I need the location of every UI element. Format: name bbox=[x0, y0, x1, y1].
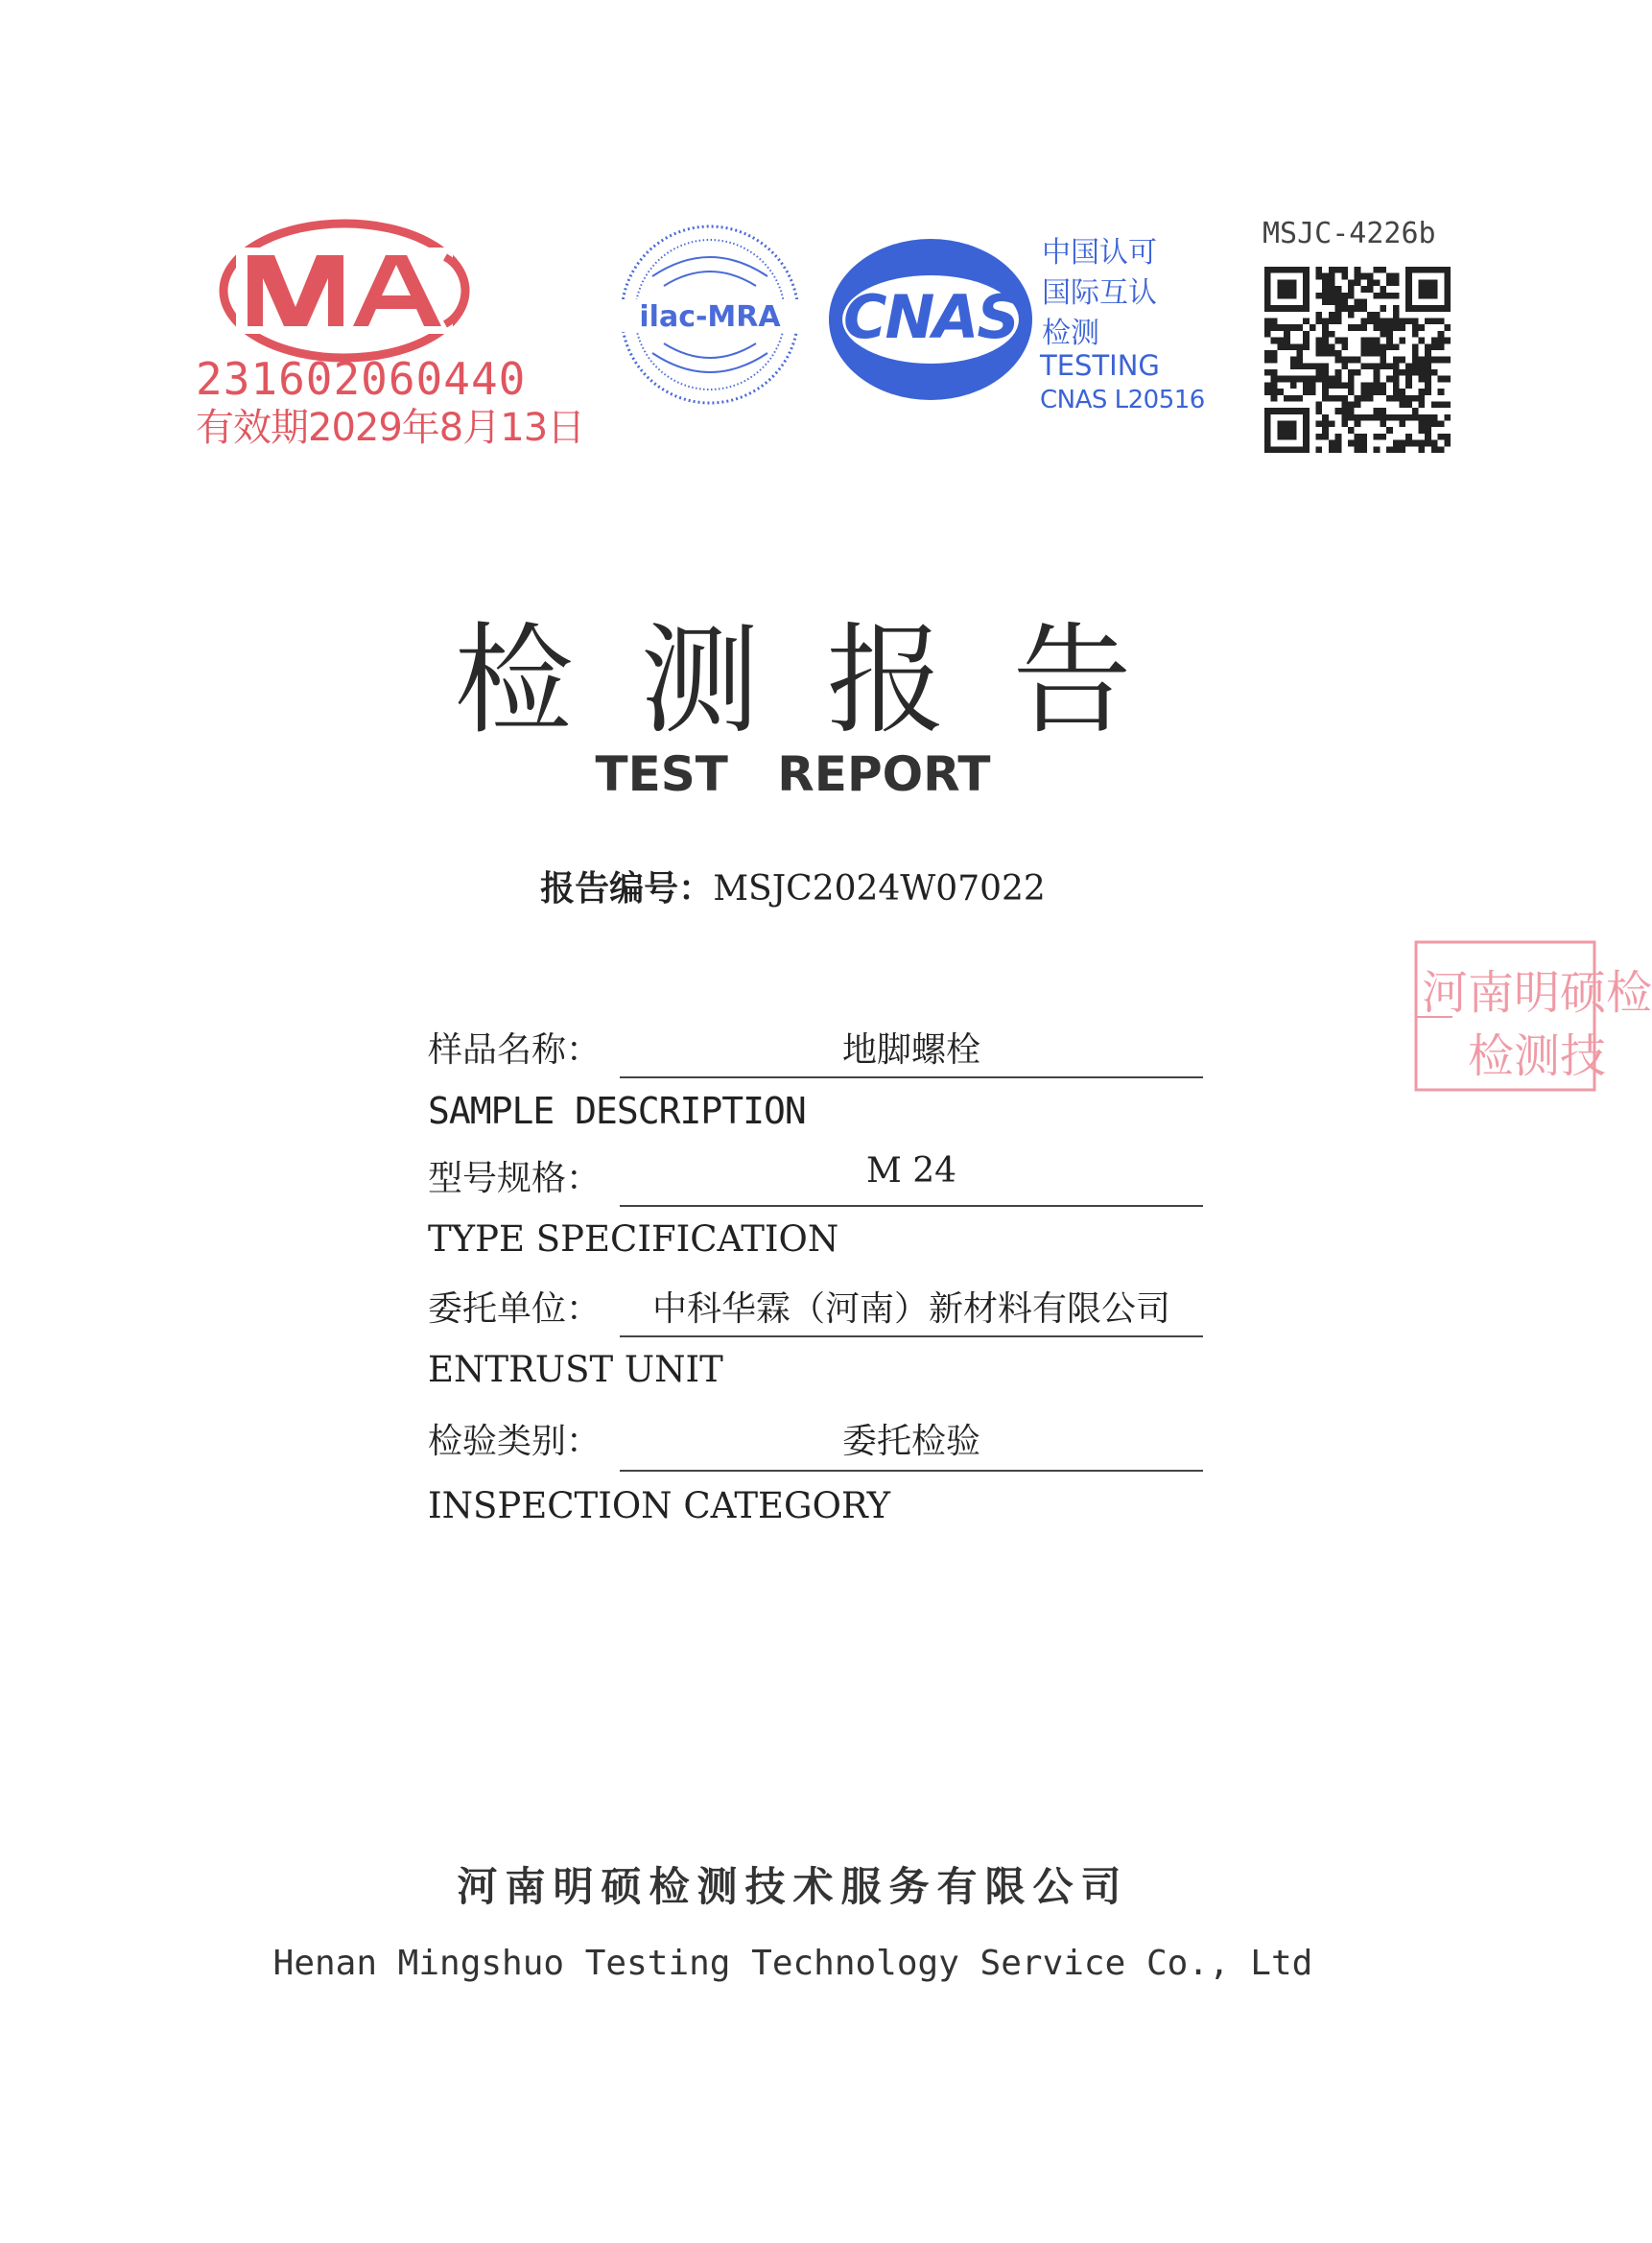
svg-text:CNAS: CNAS bbox=[842, 282, 1019, 352]
ilac-mra-logo bbox=[614, 219, 806, 411]
report-code-top: MSJC-4226b bbox=[1263, 217, 1436, 250]
type-spec-label-en: TYPE SPECIFICATION bbox=[428, 1218, 839, 1260]
svg-text:ilac-MRA: ilac-MRA bbox=[639, 300, 781, 334]
cnas-text-line-1: 中国认可 bbox=[1042, 236, 1157, 270]
report-title-en: TEST REPORT bbox=[595, 746, 991, 802]
type-spec-underline bbox=[620, 1205, 1203, 1207]
inspection-category-value: 委托检验 bbox=[841, 1422, 980, 1461]
sample-name-label: 样品名称： bbox=[428, 1030, 602, 1070]
ma-validity-date: 有效期2029年8月13日 bbox=[196, 406, 585, 450]
sample-description-label-en: SAMPLE DESCRIPTION bbox=[428, 1090, 806, 1132]
cnas-text-line-4: TESTING bbox=[1040, 349, 1160, 382]
sample-name-value: 地脚螺栓 bbox=[841, 1030, 980, 1070]
entrust-unit-value: 中科华霖（河南）新材料有限公司 bbox=[651, 1289, 1170, 1329]
entrust-unit-label: 委托单位： bbox=[428, 1289, 602, 1329]
ma-stamp-logo bbox=[219, 219, 470, 363]
inspection-category-label-en: INSPECTION CATEGORY bbox=[428, 1485, 891, 1526]
inspection-category-underline bbox=[620, 1470, 1203, 1472]
cnas-text-line-2: 国际互认 bbox=[1042, 276, 1157, 310]
report-number-label: 报告编号： bbox=[540, 869, 714, 909]
company-name-en: Henan Mingshuo Testing Technology Service Co., Ltd bbox=[272, 1944, 1313, 1983]
type-spec-value: M 24 bbox=[865, 1151, 957, 1191]
report-number-row bbox=[0, 862, 1586, 910]
company-name-cn: 河南明硕检测技术服务有限公司 bbox=[457, 1863, 1129, 1910]
report-number-value: MSJC2024W07022 bbox=[713, 869, 1046, 909]
sample-name-underline bbox=[620, 1076, 1203, 1078]
entrust-unit-label-en: ENTRUST UNIT bbox=[428, 1349, 723, 1390]
seal-text-line-1: 河南明硕检 bbox=[1422, 966, 1652, 1020]
inspection-category-label: 检验类别： bbox=[428, 1422, 602, 1461]
report-title-cn: 检测报告 bbox=[454, 612, 1199, 750]
ma-certificate-number: 231602060440 bbox=[196, 353, 527, 405]
type-spec-label: 型号规格： bbox=[428, 1159, 602, 1198]
entrust-unit-underline bbox=[620, 1335, 1203, 1337]
cnas-logo bbox=[814, 234, 1044, 405]
seal-text-line-2: 检测技 bbox=[1468, 1029, 1607, 1083]
cnas-text-line-5: CNAS L20516 bbox=[1040, 386, 1205, 414]
qr-code-icon[interactable] bbox=[1264, 267, 1451, 453]
cnas-text-line-3: 检测 bbox=[1042, 317, 1099, 350]
